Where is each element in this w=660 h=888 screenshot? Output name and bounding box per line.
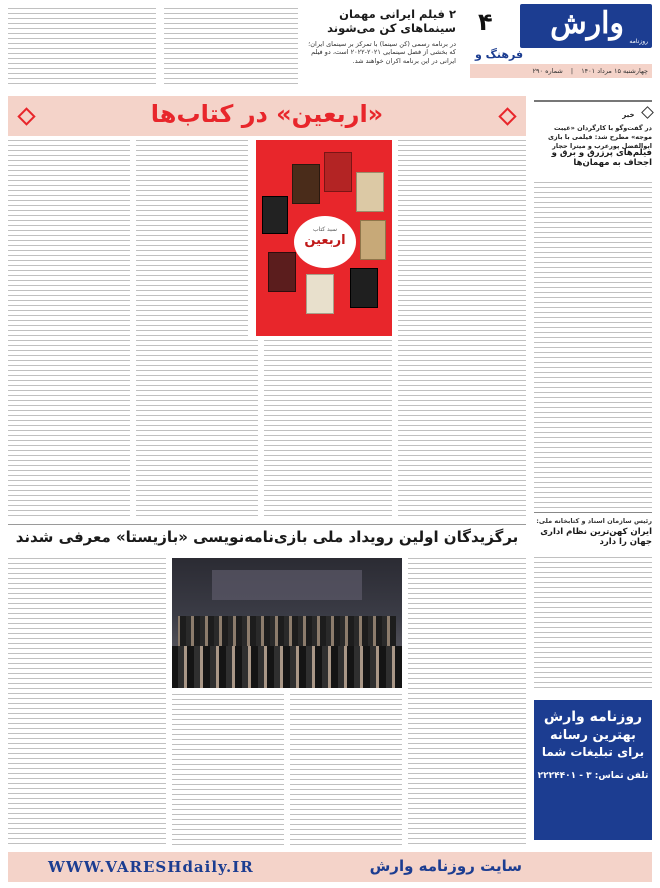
photo-stage-banner <box>212 570 362 600</box>
ad-line-3: برای تبلیغات شما <box>541 745 645 760</box>
news-kicker-label: خبر <box>622 111 635 119</box>
section-divider <box>8 524 526 525</box>
book-cover <box>306 274 334 314</box>
top-story-lead: در برنامه رسمی (کن سینما) با تمرکز بر سینمای ایران؛ که بخشی از فصل سینمایی ۲۰۲۱-۲۰۲۲ است، دو فیلم ایرانی در این برنامه اکران خواهند شد. <box>308 39 456 66</box>
side-story-2-kicker: رئیس سازمان اسناد و کتابخانه ملی: <box>536 517 652 525</box>
masthead <box>470 4 652 96</box>
side-story-2-headline: ایران کهن‌ترین نظام اداری جهان را دارد <box>540 527 652 548</box>
news-sidebar-body <box>534 182 652 508</box>
logo-prefix: روزنامه <box>629 38 648 45</box>
logo-text: وارش <box>550 6 624 41</box>
book-cover <box>360 220 386 260</box>
book-cover <box>262 196 288 234</box>
book-badge-small: سبد کتاب <box>312 226 338 233</box>
news-sidebar-subhead: فیلم‌های پرزرق و برق و اجحاف به مهمان‌ها <box>551 148 652 169</box>
book-panel <box>256 140 392 336</box>
ad-box <box>534 700 652 840</box>
book-badge-title: اربعین <box>304 233 346 248</box>
book-cover <box>356 172 384 212</box>
book-cover <box>292 164 320 204</box>
book-cover <box>324 152 352 192</box>
news-kicker <box>534 108 652 120</box>
bottom-story-col-4 <box>8 558 166 848</box>
section-number: ۴ <box>478 8 493 36</box>
ad-line-2: بهترین رسانه <box>550 727 636 743</box>
issue-line: شماره ۲۹۰ <box>532 67 563 75</box>
date-line: چهارشنبه ۱۵ مرداد ۱۴۰۱ <box>581 67 648 75</box>
main-story-col-5 <box>136 340 258 520</box>
ad-line-1: روزنامه وارش <box>543 709 643 725</box>
date-bar: چهارشنبه ۱۵ مرداد ۱۴۰۱ | شماره ۲۹۰ <box>470 64 652 78</box>
side-story-2 <box>534 512 652 692</box>
top-story <box>308 8 456 90</box>
news-sidebar <box>534 100 652 510</box>
side-story-2-body <box>534 557 652 689</box>
book-cover <box>268 252 296 292</box>
bottom-story-col-1 <box>408 558 526 848</box>
main-story-banner <box>8 96 526 136</box>
bottom-story-col-2 <box>290 694 402 848</box>
footer-url: WWW.VARESHdaily.IR <box>48 858 254 876</box>
footer-bar <box>8 852 652 882</box>
top-story-body-col-1 <box>164 8 298 86</box>
photo-crowd-row-front <box>172 646 402 688</box>
top-story-body-col-2 <box>8 8 156 86</box>
photo-crowd-row-back <box>178 616 396 646</box>
main-story-col-3 <box>8 140 130 520</box>
bottom-story-col-3 <box>172 694 284 848</box>
footer-label: سایت روزنامه وارش <box>369 857 522 875</box>
diamond-icon <box>641 106 654 119</box>
top-story-headline: ۲ فیلم ایرانی مهمان سینماهای کن می‌شوند <box>327 7 456 35</box>
bottom-story-headline: برگزیدگان اولین رویداد ملی بازی‌نامه‌نویسی «بازیستا» معرفی شدند <box>15 528 519 546</box>
ad-phone: تلفن تماس: ۳ - ۲۲۲۴۴۰۱ <box>537 770 649 781</box>
logo <box>520 4 652 48</box>
main-story-col-2 <box>136 140 248 336</box>
main-story-col-1 <box>398 140 526 520</box>
book-center-badge <box>294 216 356 268</box>
section-title: فرهنگ و <box>474 48 524 61</box>
award-photo <box>172 558 402 688</box>
news-sidebar-headline: در گفت‌وگو با کارگردان «غیبت موجه» مطرح شد: فیلمی با بازی ابوالفضل پورعرب و میترا حجار <box>547 124 652 150</box>
book-cover <box>350 268 378 308</box>
main-story-banner-title: «اربعین» در کتاب‌ها <box>150 100 384 128</box>
main-story-col-4 <box>264 340 392 520</box>
